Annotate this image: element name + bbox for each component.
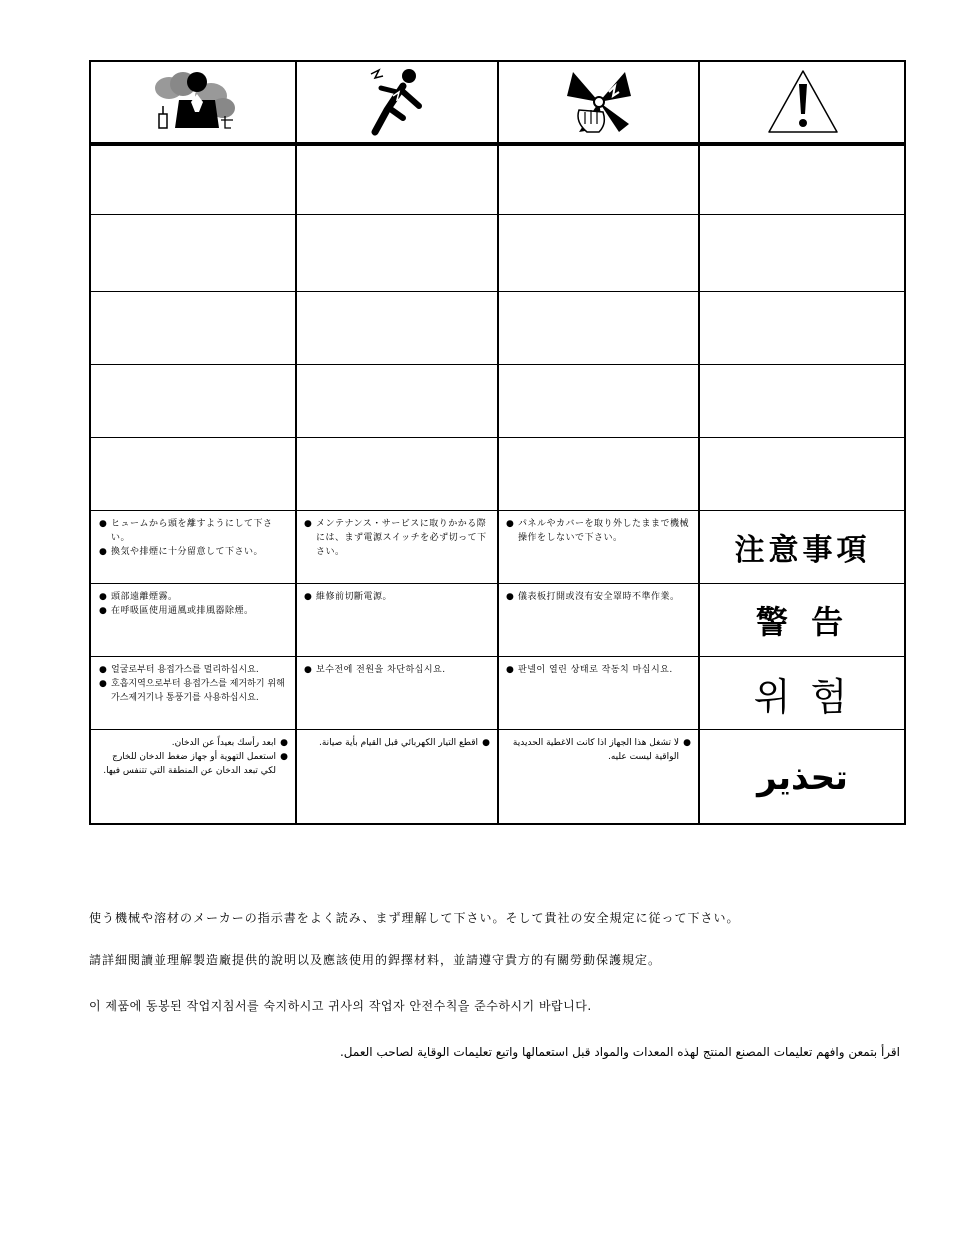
moving-parts-text-ko [498,657,699,677]
footer-arabic: اقرأ بتمعن وافهم تعليمات المصنع المنتج لهذه المعدات والمواد قبل استعمالها واتبع تعليمات الوقاية لصاحب العمل. [339,1045,900,1059]
fume-text-zh [91,584,296,618]
electric-shock-icon [357,66,437,138]
list-item: ● 在呼吸區使用通風或排風器除煙。 [99,604,288,618]
list-item: ● パネルやカバーを取り外したままで機械操作をしないで下さい。 [506,517,691,545]
shock-text-ko [296,657,498,677]
moving-parts-cell [498,62,699,142]
moving-parts-hand-icon [559,66,639,138]
shock-text-ja [296,511,498,559]
fume-text-ar [91,730,296,778]
footer-korean: 이 제품에 동봉된 작업지침서를 숙지하시고 귀사의 작업자 안전수칙을 준수하시기 바랍니다. [89,999,592,1013]
list-item: ● 호흡지역으로부터 용접가스를 제거하기 위해 가스제거기나 통풍기를 사용하십시요. [99,677,288,705]
column-divider [698,62,700,823]
safety-warning-table [89,60,906,825]
list-item: ● メンテナンス・サービスに取りかかる際には、まず電源スイッチを必ず切って下さい。 [304,517,490,559]
fume-cell [91,62,296,142]
list-item: ● 얼굴로부터 용접가스를 멀리하십시요. [99,663,288,677]
column-divider [295,62,297,823]
warning-word-ja: 注意事項 [734,533,871,568]
fume-text-ko [91,657,296,705]
shock-text-zh [296,584,498,604]
list-item: ● ابعد رأسك بعيداً عن الدخان. [99,736,288,750]
list-item: ● 頭部遠離煙霧。 [99,590,288,604]
list-item: ● 판넬이 열린 상태로 작동치 마십시요. [506,663,691,677]
caution-cell [699,62,906,142]
footer-chinese: 請詳細閱讀並理解製造廠提供的說明以及應該使用的銲擇材料，並請遵守貴方的有關勞動保護規定。 [89,953,662,967]
warning-triangle-icon [767,68,839,136]
list-item: ● اقطع التيار الكهربائي قبل القيام بأية صيانة. [304,736,490,750]
list-item: ● لا تشغل هذا الجهاز اذا كانت الاغطية الحديدية الواقية ليست عليه. [506,736,691,764]
fume-hazard-icon [149,66,239,138]
warning-word-ar: تحذير [757,757,848,798]
shock-text-ar [296,730,498,750]
warning-word-ko: 위 험 [753,674,852,719]
moving-parts-text-ar [498,730,699,764]
footer-japanese: 使う機械や溶材のメーカーの指示書をよく読み、まず理解して下さい。そして貴社の安全規定に従って下さい。 [89,911,740,925]
list-item: ● 儀表板打開或沒有安全罩時不準作業。 [506,590,691,604]
moving-parts-text-zh [498,584,699,604]
shock-cell [296,62,498,142]
list-item: ● ヒュームから頭を離すようにして下さい。 [99,517,288,545]
list-item: ● 換気や排煙に十分留意して下さい。 [99,545,288,559]
warning-word-zh: 警 告 [755,603,850,641]
list-item: ● 維修前切斷電源。 [304,590,490,604]
list-item: ● استعمل التهوية أو جهاز ضغط الدخان للخارج لكي تبعد الدخان عن المنطقة التي تتنفس فيها. [99,750,288,778]
moving-parts-text-ja [498,511,699,545]
list-item: ● 보수전에 전원을 차단하십시요. [304,663,490,677]
column-divider [497,62,499,823]
fume-text-ja [91,511,296,559]
